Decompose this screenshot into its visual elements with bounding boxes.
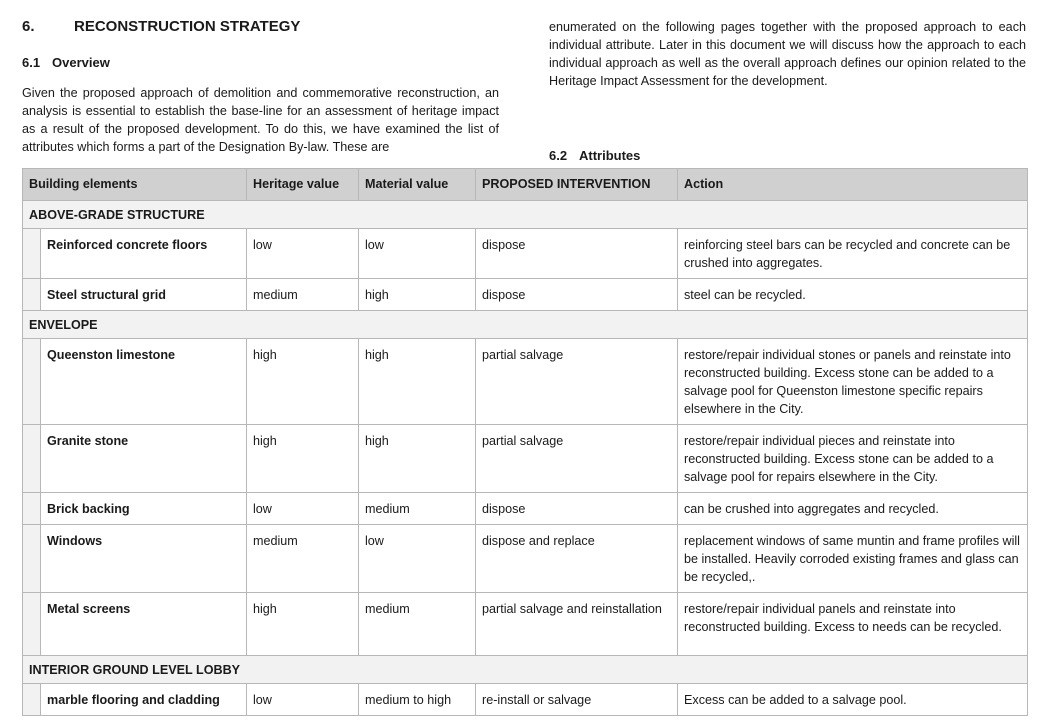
row-indent [23, 593, 41, 656]
cell-material: high [359, 339, 476, 425]
cell-intervention: dispose [476, 229, 678, 279]
cell-action: Excess can be added to a salvage pool. [678, 684, 1028, 716]
group-row [23, 656, 1028, 684]
cell-material: high [359, 425, 476, 493]
header-proposed-intervention: PROPOSED INTERVENTION [476, 169, 678, 201]
section-heading [22, 18, 300, 35]
cell-intervention: dispose [476, 279, 678, 311]
cell-heritage: low [247, 684, 359, 716]
table-row [23, 279, 1028, 311]
cell-element: Queenston limestone [41, 339, 247, 425]
cell-element: Steel structural grid [41, 279, 247, 311]
cell-action: can be crushed into aggregates and recycled. [678, 493, 1028, 525]
cell-material: low [359, 525, 476, 593]
overview-number: 6.1 [22, 55, 41, 70]
cell-intervention: re-install or salvage [476, 684, 678, 716]
cell-material: high [359, 279, 476, 311]
cell-action: restore/repair individual pieces and reinstate into reconstructed building. Excess stone can be added to a salvage pool for repairs elsewhere in the City. [678, 425, 1028, 493]
table-row [23, 593, 1028, 656]
cell-action: replacement windows of same muntin and frame profiles will be installed. Heavily corroded existing frames and glass can be recycled,. [678, 525, 1028, 593]
cell-element: Brick backing [41, 493, 247, 525]
table-row [23, 339, 1028, 425]
table-row [23, 493, 1028, 525]
cell-intervention: partial salvage [476, 425, 678, 493]
table-row [23, 425, 1028, 493]
header-building-elements: Building elements [23, 169, 247, 201]
cell-material: low [359, 229, 476, 279]
row-indent [23, 279, 41, 311]
cell-heritage: high [247, 593, 359, 656]
cell-action: restore/repair individual panels and reinstate into reconstructed building. Excess to needs can be recycled. [678, 593, 1028, 656]
cell-heritage: low [247, 493, 359, 525]
row-indent [23, 525, 41, 593]
header-action: Action [678, 169, 1028, 201]
cell-intervention: dispose [476, 493, 678, 525]
cell-heritage: high [247, 425, 359, 493]
attributes-number: 6.2 [549, 148, 568, 163]
header-material-value: Material value [359, 169, 476, 201]
table-row [23, 684, 1028, 716]
cell-action: restore/repair individual stones or panels and reinstate into reconstructed building. Excess stone can be added to a salvage pool for Queenston limestone specific repairs elsewhere in the City. [678, 339, 1028, 425]
header-heritage-value: Heritage value [247, 169, 359, 201]
table-row [23, 229, 1028, 279]
row-indent [23, 493, 41, 525]
group-row [23, 201, 1028, 229]
cell-intervention: partial salvage [476, 339, 678, 425]
row-indent [23, 425, 41, 493]
cell-intervention: dispose and replace [476, 525, 678, 593]
table-header-row [23, 169, 1028, 201]
overview-paragraph-right: enumerated on the following pages together with the proposed approach to each individual attribute. Later in this document we will discuss how the approach to each individual approach as well as the overall approach defines our opinion related to the Heritage Impact Assessment for the development. [549, 20, 1026, 88]
table-row [23, 525, 1028, 593]
group-label: INTERIOR GROUND LEVEL LOBBY [23, 656, 1028, 684]
cell-element: marble flooring and cladding [41, 684, 247, 716]
cell-element: Metal screens [41, 593, 247, 656]
cell-material: medium [359, 593, 476, 656]
group-row [23, 311, 1028, 339]
cell-intervention: partial salvage and reinstallation [476, 593, 678, 656]
cell-action: reinforcing steel bars can be recycled and concrete can be crushed into aggregates. [678, 229, 1028, 279]
attributes-table [22, 168, 1028, 716]
row-indent [23, 339, 41, 425]
cell-element: Windows [41, 525, 247, 593]
cell-heritage: high [247, 339, 359, 425]
overview-title: Overview [52, 55, 110, 70]
section-number: 6. [22, 18, 35, 35]
attributes-heading [549, 148, 640, 163]
row-indent [23, 684, 41, 716]
cell-material: medium [359, 493, 476, 525]
cell-element: Granite stone [41, 425, 247, 493]
cell-action: steel can be recycled. [678, 279, 1028, 311]
group-label: ENVELOPE [23, 311, 1028, 339]
section-title: RECONSTRUCTION STRATEGY [74, 18, 301, 35]
cell-element: Reinforced concrete floors [41, 229, 247, 279]
overview-heading [22, 55, 110, 70]
group-label: ABOVE-GRADE STRUCTURE [23, 201, 1028, 229]
cell-heritage: low [247, 229, 359, 279]
row-indent [23, 229, 41, 279]
cell-heritage: medium [247, 279, 359, 311]
cell-heritage: medium [247, 525, 359, 593]
attributes-title: Attributes [579, 148, 641, 163]
cell-material: medium to high [359, 684, 476, 716]
overview-paragraph-left: Given the proposed approach of demolition and commemorative reconstruction, an analysis is essential to establish the base-line for an assessment of heritage impact as a result of the proposed development. To do this, we have examined the list of attributes which forms a part of the Designation By-law. These are [22, 86, 499, 154]
